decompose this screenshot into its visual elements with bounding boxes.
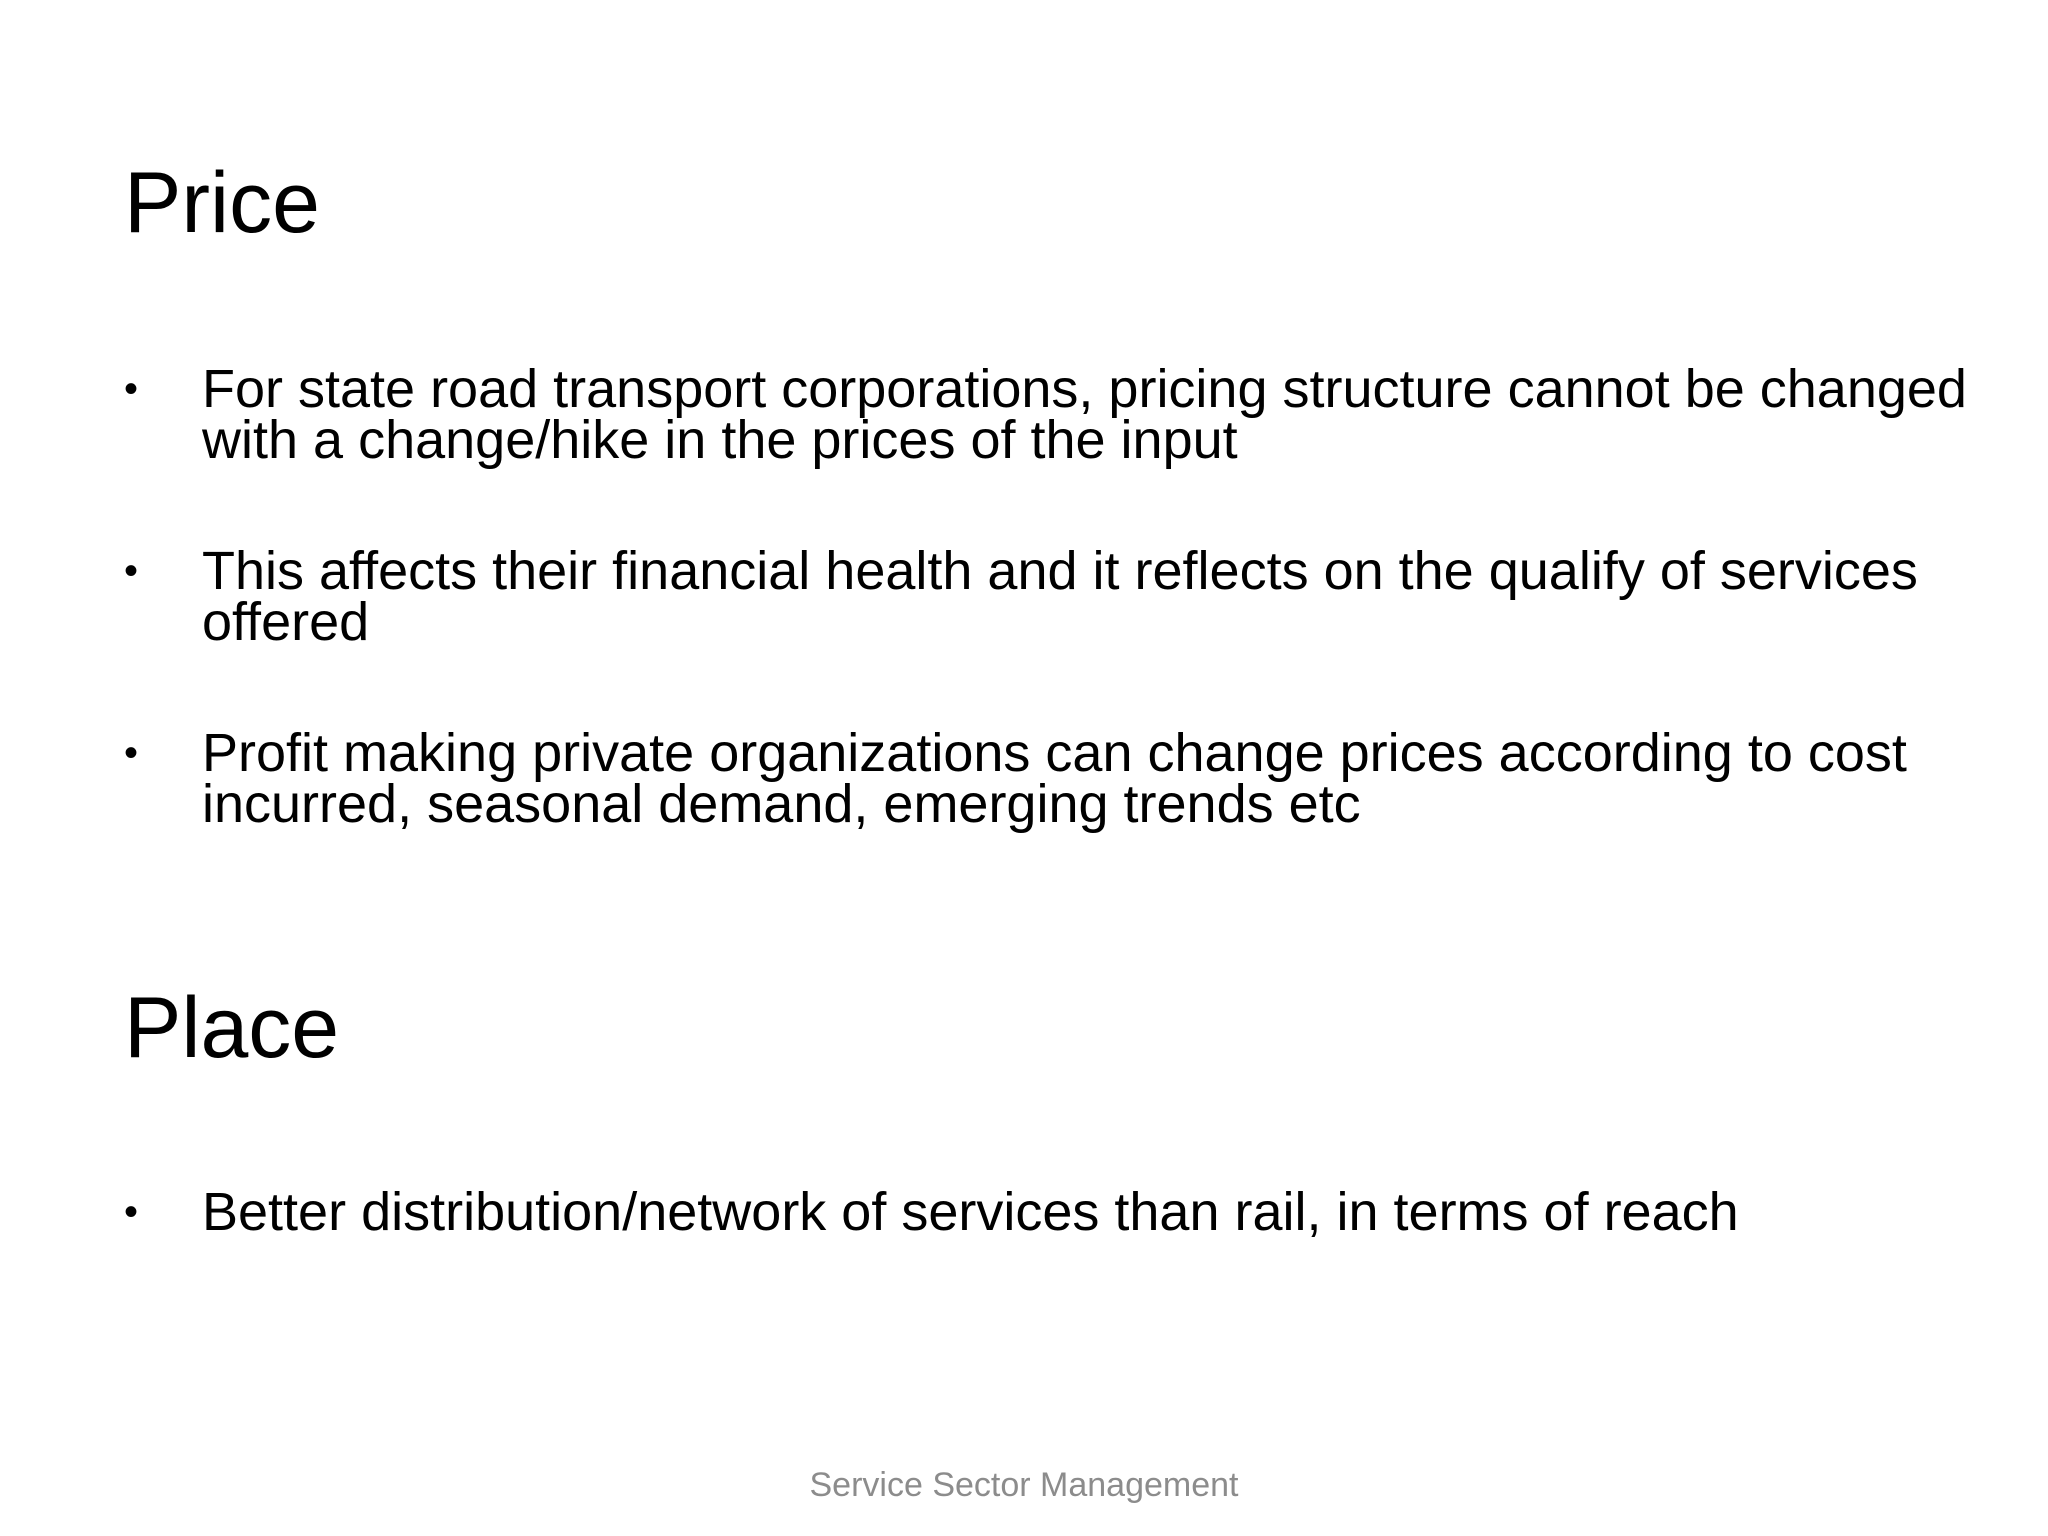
price-heading: Price xyxy=(124,155,320,251)
slide-footer: Service Sector Management xyxy=(809,1466,1239,1504)
bullet-text: This affects their financial health and it reflects on the qualify of services offered xyxy=(202,541,1918,652)
bullet-icon: • xyxy=(124,731,139,775)
place-bullet-list xyxy=(124,1182,1984,1242)
price-bullet-item xyxy=(124,541,1984,652)
bullet-text: For state road transport corporations, pricing structure cannot be changed with a change/hike in the prices of the input xyxy=(202,359,1967,470)
bullet-icon: • xyxy=(124,549,139,593)
bullet-icon: • xyxy=(124,367,139,411)
price-bullet-item xyxy=(124,723,1984,834)
price-bullet-item xyxy=(124,359,1984,470)
bullet-icon: • xyxy=(124,1190,139,1234)
bullet-text: Better distribution/network of services than rail, in terms of reach xyxy=(202,1182,1739,1242)
place-heading: Place xyxy=(124,980,340,1076)
place-bullet-item xyxy=(124,1182,1984,1242)
price-bullet-list xyxy=(124,359,1984,834)
bullet-text: Profit making private organizations can change prices according to cost incurred, seasonal demand, emerging trends etc xyxy=(202,723,1907,834)
